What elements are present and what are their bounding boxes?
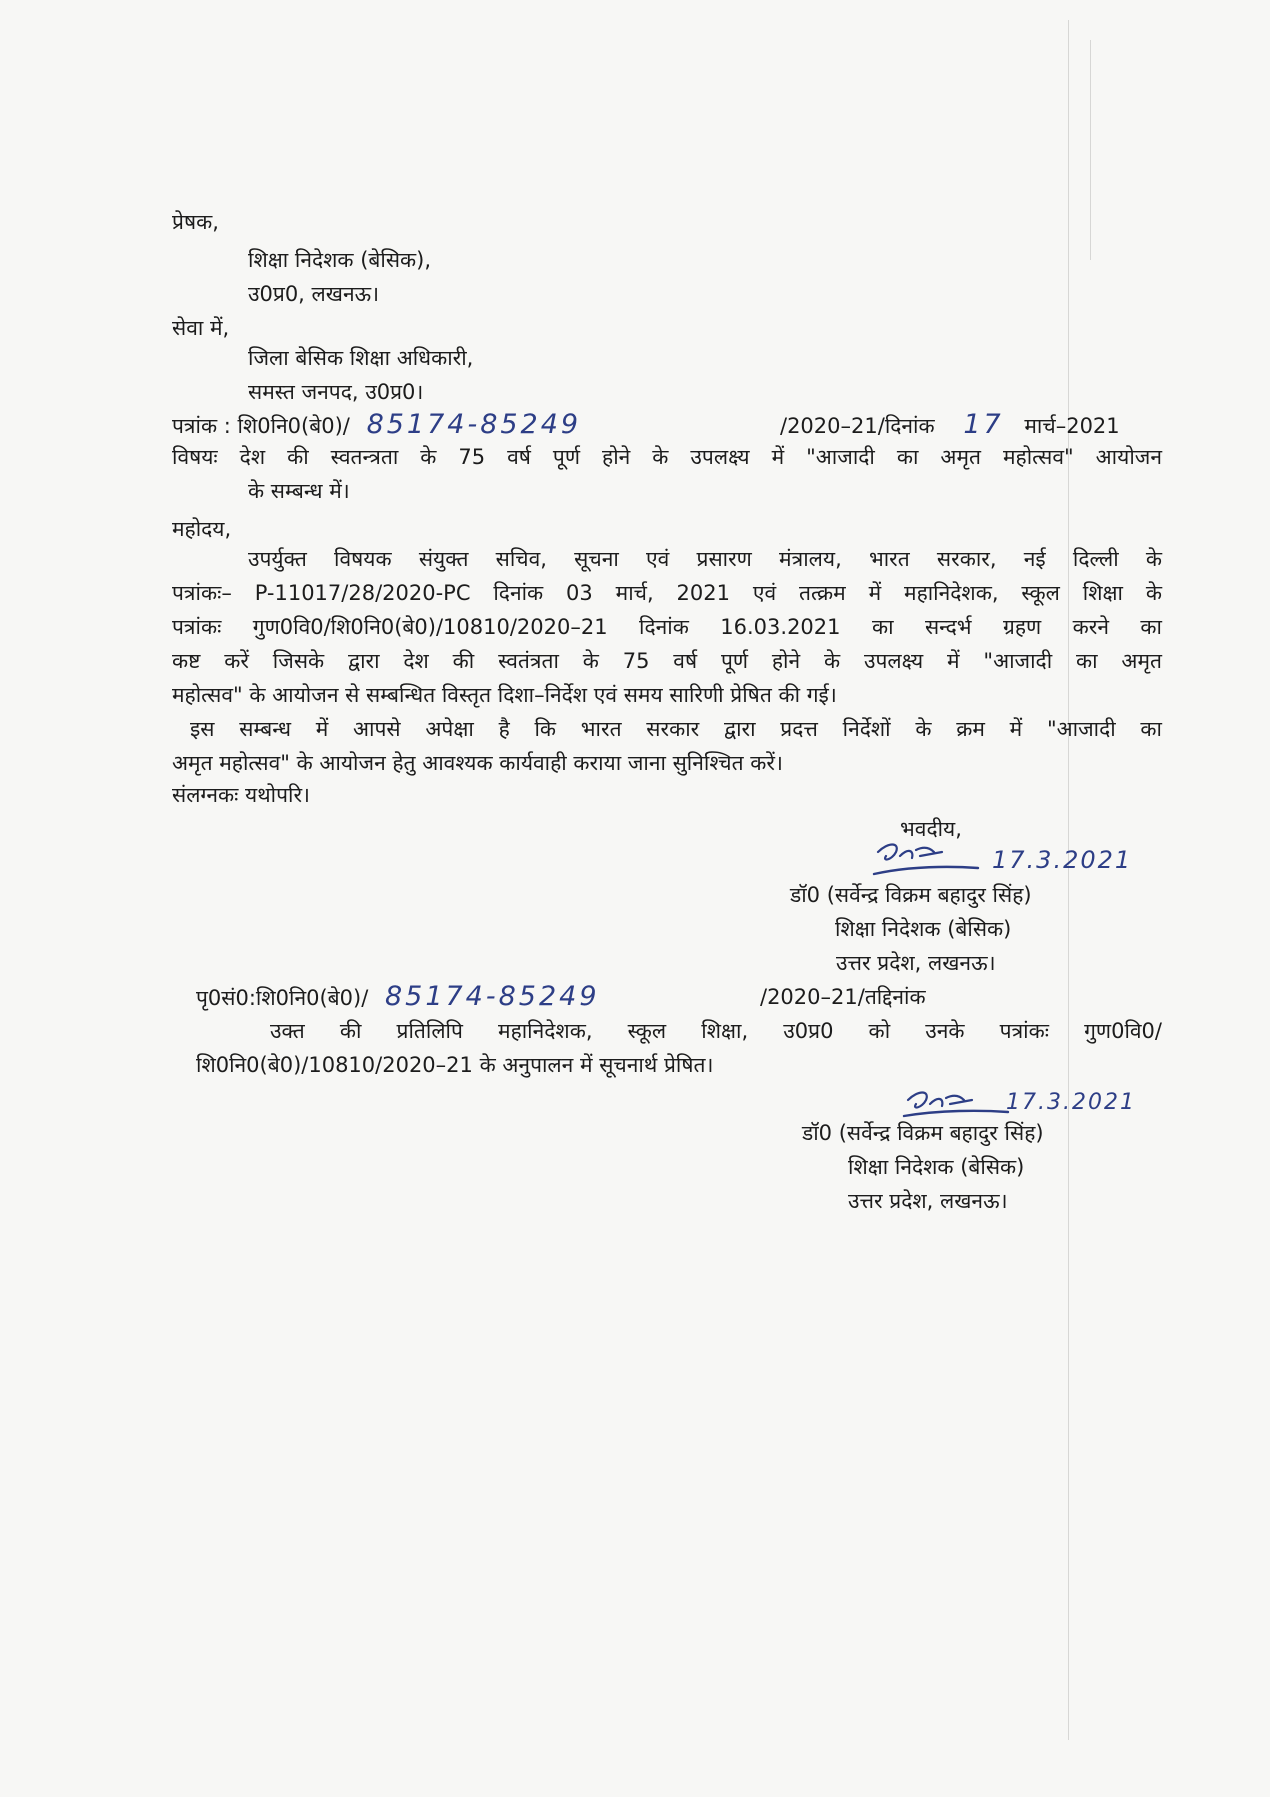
reference-day: 17 xyxy=(963,409,1004,440)
sender-place: उ0प्र0, लखनऊ। xyxy=(248,282,380,306)
recipient-place: समस्त जनपद, उ0प्र0। xyxy=(248,380,424,404)
para1-line-5: महोत्सव" के आयोजन से सम्बन्धित विस्तृत दिशा–निर्देश एवं समय सारिणी प्रेषित की गई। xyxy=(172,683,837,707)
reference-line xyxy=(172,410,581,441)
sender-designation: शिक्षा निदेशक (बेसिक), xyxy=(248,248,432,272)
para2-line-2: अमृत महोत्सव" के आयोजन हेतु आवश्यक कार्यवाही कराया जाना सुनिश्चित करें। xyxy=(172,751,783,775)
handwritten-signature-icon xyxy=(870,836,980,882)
recipient-label: सेवा में, xyxy=(172,316,230,340)
signature-2-designation: शिक्षा निदेशक (बेसिक) xyxy=(848,1155,1025,1179)
signature-2-place: उत्तर प्रदेश, लखनऊ। xyxy=(848,1189,1008,1213)
para1-line-4: कष्ट करें जिसके द्वारा देश की स्वतंत्रता के 75 वर्ष पूर्ण होने के उपलक्ष्य में "आजादी का अमृत xyxy=(172,649,1162,673)
copy-line-1: उक्त की प्रतिलिपि महानिदेशक, स्कूल शिक्षा, उ0प्र0 को उनके पत्रांकः गुण0वि0/ xyxy=(270,1019,1162,1043)
reference-prefix: पत्रांक : शि0नि0(बे0)/ xyxy=(172,414,350,438)
sender-label: प्रेषक, xyxy=(172,210,219,234)
subject-line-2: के सम्बन्ध में। xyxy=(248,479,350,503)
subject-line-1: विषयः देश की स्वतन्त्रता के 75 वर्ष पूर्ण होने के उपलक्ष्य में "आजादी का अमृत महोत्सव" आयोजन xyxy=(172,445,1162,469)
reference-month-year: मार्च–2021 xyxy=(1024,414,1120,438)
copy-reference-line xyxy=(196,982,600,1013)
copy-prefix: पृ0सं0:शि0नि0(बे0)/ xyxy=(196,986,369,1010)
signature-1-place: उत्तर प्रदेश, लखनऊ। xyxy=(836,951,996,975)
copy-line-2: शि0नि0(बे0)/10810/2020–21 के अनुपालन में सूचनार्थ प्रेषित। xyxy=(196,1053,714,1077)
recipient-designation: जिला बेसिक शिक्षा अधिकारी, xyxy=(248,346,474,370)
salutation: महोदय, xyxy=(172,517,232,541)
signature-2-date: 17.3.2021 xyxy=(1006,1090,1136,1115)
signature-1-date: 17.3.2021 xyxy=(992,846,1133,874)
closing: भवदीय, xyxy=(900,817,962,841)
reference-number: 85174-85249 xyxy=(366,409,582,440)
para1-line-1: उपर्युक्त विषयक संयुक्त सचिव, सूचना एवं प्रसारण मंत्रालय, भारत सरकार, नई दिल्ली के xyxy=(248,547,1162,571)
reference-suffix: /2020–21/दिनांक xyxy=(780,414,935,438)
para1-line-2: पत्रांकः– P-11017/28/2020-PC दिनांक 03 मार्च, 2021 एवं तत्क्रम में महानिदेशक, स्कूल शिक्षा के xyxy=(172,581,1162,605)
reference-date xyxy=(780,410,1120,441)
scan-artifact xyxy=(1090,40,1091,260)
enclosure: संलग्नकः यथोपरि। xyxy=(172,783,310,807)
signature-1-name: डॉ0 (सर्वेन्द्र विक्रम बहादुर सिंह) xyxy=(790,883,1032,907)
para1-line-3: पत्रांकः गुण0वि0/शि0नि0(बे0)/10810/2020–21 दिनांक 16.03.2021 का सन्दर्भ ग्रहण करने का xyxy=(172,615,1162,639)
copy-number: 85174-85249 xyxy=(384,981,600,1012)
signature-1-designation: शिक्षा निदेशक (बेसिक) xyxy=(835,917,1012,941)
signature-2-name: डॉ0 (सर्वेन्द्र विक्रम बहादुर सिंह) xyxy=(802,1121,1044,1145)
copy-suffix: /2020–21/तद्दिनांक xyxy=(760,985,926,1009)
para2-line-1: इस सम्बन्ध में आपसे अपेक्षा है कि भारत सरकार द्वारा प्रदत्त निर्देशों के क्रम में "आजादी का xyxy=(190,717,1162,741)
